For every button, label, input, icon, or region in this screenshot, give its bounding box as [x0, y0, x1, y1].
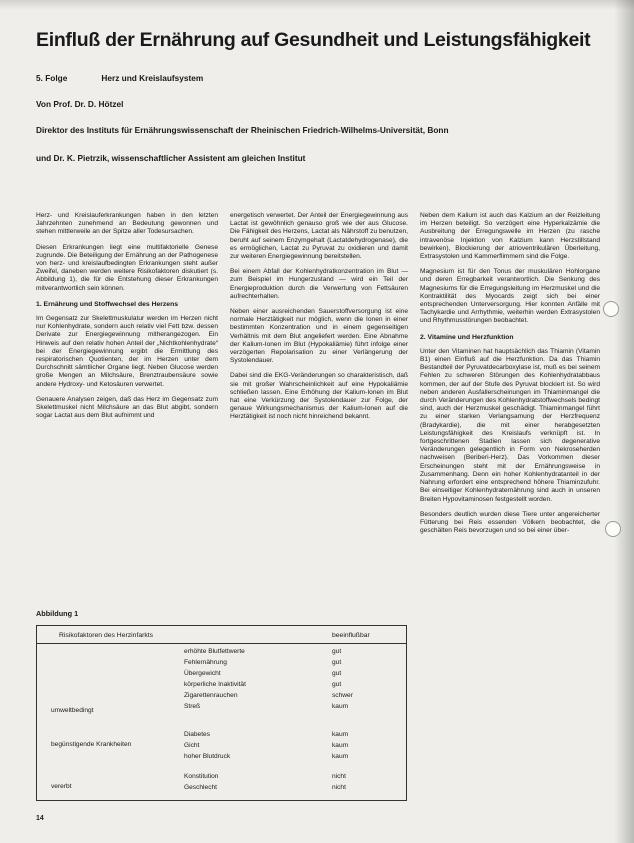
table-category: vererbt — [51, 783, 72, 790]
table-factor: Gicht — [184, 742, 200, 749]
paragraph: Besonders deutlich wurden diese Tiere unter angereicherter Fütterung bei Reis essenden Völkern beobachtet, die geschälten Reis bevorzugen und so bei einer über- — [420, 510, 600, 535]
page-number: 14 — [36, 815, 44, 822]
paragraph: Genauere Analysen zeigen, daß das Herz im Gegensatz zum Skelettmuskel nicht Milchsäure an das Blut abgibt, sondern sogar Lactat aus dem Blut aufnimmt und — [36, 395, 218, 420]
table-rating: nicht — [332, 784, 346, 791]
paragraph: Im Gegensatz zur Skelettmuskulatur werden im Herzen nicht nur Kohlenhydrate, sondern auch relativ viel Fett bzw. dessen Derivate zur Energiegewinnung mitherangezogen. Ein Hinweis auf den relativ hohen Anteil der „Nichtkohlenhydrate“ bei der Energiegewinnung ergibt die Ermittlung des respiratorischen Quotienten, der im Herzen unter dem Durchschnitt sämtlicher Organe liegt. Neben Glucose werden große Mengen an Milchsäure, Brenztraubensäure sowie andere Hydroxy- und Ketosäuren verwertet. — [36, 315, 218, 388]
page-shadow-right — [614, 0, 634, 843]
coauthor-line: und Dr. K. Pietrzik, wissenschaftlicher Assistent am gleichen Institut — [36, 153, 306, 163]
affiliation-line: Direktor des Instituts für Ernährungswissenschaft der Rheinischen Friedrich-Wilhelms-Universität, Bonn — [36, 125, 449, 135]
text-column-1 — [36, 212, 218, 427]
figure-label: Abbildung 1 — [36, 609, 79, 618]
binder-hole — [605, 521, 621, 537]
table-factor: Konstitution — [184, 773, 219, 780]
risk-factor-table — [36, 625, 407, 801]
section-heading: 2. Vitamine und Herzfunktion — [420, 333, 514, 341]
author-line: Von Prof. Dr. D. Hötzel — [36, 99, 124, 109]
table-rating: gut — [332, 681, 342, 688]
text-column-2 — [230, 212, 408, 429]
table-rating: kaum — [332, 731, 349, 738]
table-factor: Übergewicht — [184, 670, 221, 677]
table-factor: Streß — [184, 703, 201, 710]
table-category: umweltbedingt — [51, 707, 94, 714]
table-factor: erhöhte Blutfettwerte — [184, 648, 245, 655]
text-column-3 — [420, 212, 600, 542]
series-line — [36, 73, 203, 83]
paragraph: Unter den Vitaminen hat hauptsächlich das Thiamin (Vitamin B1) einen Einfluß auf die Herzfunktion. Da das Thiamin Bestandteil der Pyruvatdecarboxylase ist, muß es bei seinem Fehlen zu schweren Störungen des Kohlenhydratabbaus kommen, der auf der Stufe des Pyruvat blockiert ist. So wird neben anderen Ausfallerscheinungen im Thiaminmangel die durch Veränderungen des Kohlenhydratstoffwechsels bedingt sind, auch der Herzmuskel geschädigt. Thiaminmangel führt zu einer starken Verlangsamung der Herzfrequenz (Bradykardie), die mit einer herabgesetzten Leistungsfähigkeit des Kreislaufs verknüpft ist. In fortgeschrittenen Stadien lassen sich degenerative Veränderungen gelegentlich in Form von Nekroseherden nachweisen (Beriberi-Herz). Das Vorkommen dieser Erscheinungen steht mit der Ernährungsweise in Zusammenhang. Denn ein hoher Kohlenhydratanteil in der Nahrung erfordert eine entsprechend höhere Thiaminzufuhr. Bei einseitiger Kohlenhydraternährung sind auch in unseren Breiten Hypovitaminosen festgestellt worden. — [420, 347, 600, 503]
table-factor: Diabetes — [184, 731, 211, 738]
series-topic: Herz und Kreislaufsystem — [101, 73, 204, 83]
series-label: 5. Folge — [36, 73, 68, 83]
paragraph: energetisch verwertet. Der Anteil der Energiegewinnung aus Lactat ist gewöhnlich genauso groß wie der aus Glucose. Die Fähigkeit des Herzens, Lactat als Nährstoff zu benutzen, beruht auf seinem Enzymgehalt (Lactatdehydrogenase), die es ermöglichen, Lactat zu Pyruvat zu oxidieren und damit zur weiteren Energiegewinnung bereitstellen. — [230, 212, 408, 261]
paragraph: Neben einer ausreichenden Sauerstoffversorgung ist eine normale Herztätigkeit nur möglich, wenn die Ionen in einer bestimmten Konzentration und in einem gegenseitigen Verhältnis mit dem Blut angeliefert werden. Eine Abnahme der Kalium-Ionen im Blut (Hypokaliämie) führt infolge einer verzögerten Repolarisation zu einer Verlängerung der Systolendauer. — [230, 308, 408, 365]
table-rating: gut — [332, 659, 342, 666]
table-rating: kaum — [332, 742, 349, 749]
table-factor: körperliche Inaktivität — [184, 681, 246, 688]
table-header-rating: beeinflußbar — [332, 632, 370, 639]
paragraph: Neben dem Kalium ist auch das Kalzium an der Reizleitung im Herzen beteiligt. So verzögert eine Hyperkalzämie die Ausbreitung der Erregungswelle im Herzen (zu rasche intravenöse Injektion von Kalzium kann Herzstillstand bewirken), Blockierung der atrioventrikulären Überleitung, Extrasystolen und Kammerflimmern sind die Folge. — [420, 212, 600, 261]
table-header-factors: Risikofaktoren des Herzinfarkts — [59, 632, 154, 639]
binder-hole — [603, 301, 619, 317]
table-factor: hoher Blutdruck — [184, 753, 231, 760]
table-rating: nicht — [332, 773, 346, 780]
paragraph: Dabei sind die EKG-Veränderungen so charakteristisch, daß sie mit großer Wahrscheinlichkeit auf eine Hypokaliämie schließen lassen. Eine Erhöhung der Kalium-Ionen im Blut hat eine Verkürzung der Systolendauer zur Folge, der genaue Wirkungsmechanismus der Kalium-Ionen auf die Herztätigkeit ist noch nicht hinreichend bekannt. — [230, 372, 408, 421]
table-factor: Fehlernährung — [184, 659, 227, 666]
section-heading: 1. Ernährung und Stoffwechsel des Herzens — [36, 300, 179, 308]
table-rating: schwer — [332, 692, 353, 699]
paragraph: Diesen Erkrankungen liegt eine multifaktorielle Genese zugrunde. Die Beteiligung der Ernährung an der Pathogenese von herz- und kreislaufbedingten Erkrankungen steht außer Zweifel, daneben werden weitere Risikofaktoren diskutiert (s. Abbildung 1), die für die Entstehung dieser Erkrankungen mitverantwortlich sein können. — [36, 243, 218, 292]
table-rating: kaum — [332, 703, 349, 710]
table-category: begünstigende Krankheiten — [51, 741, 132, 748]
table-rating: gut — [332, 670, 342, 677]
table-rating: gut — [332, 648, 342, 655]
table-factor: Zigarettenrauchen — [184, 692, 238, 699]
table-divider — [37, 643, 406, 644]
page-shadow-top — [0, 0, 634, 10]
table-rating: kaum — [332, 753, 349, 760]
paragraph: Bei einem Abfall der Kohlenhydratkonzentration im Blut — zum Beispiel im Hungerzustand — wird ein Teil der Energieproduktion durch die Verwertung von Fettsäuren aufrechterhalten. — [230, 268, 408, 300]
paragraph: Magnesium ist für den Tonus der muskulären Hohlorgane und deren Erregbarkeit verantwortlich. Die Senkung des Magnesiums für die Erregungsleitung im Herzmuskel und die Kontraktilität des Myocards zeigt sich bei einer entsprechenden Unterversorgung. Hier konnten Anfälle mit Tachykardie und Arrhythmie, weiterhin werden Extrasystolen und Rhythmusstörungen beobachtet. — [420, 268, 600, 325]
article-title: Einfluß der Ernährung auf Gesundheit und Leistungsfähigkeit — [36, 29, 591, 51]
paragraph: Herz- und Kreislauferkrankungen haben in den letzten Jahrzehnten zunehmend an Bedeutung gewonnen und stehen mittlerweile an der Spitze aller Todesursachen. — [36, 212, 218, 236]
table-factor: Geschlecht — [184, 784, 217, 791]
